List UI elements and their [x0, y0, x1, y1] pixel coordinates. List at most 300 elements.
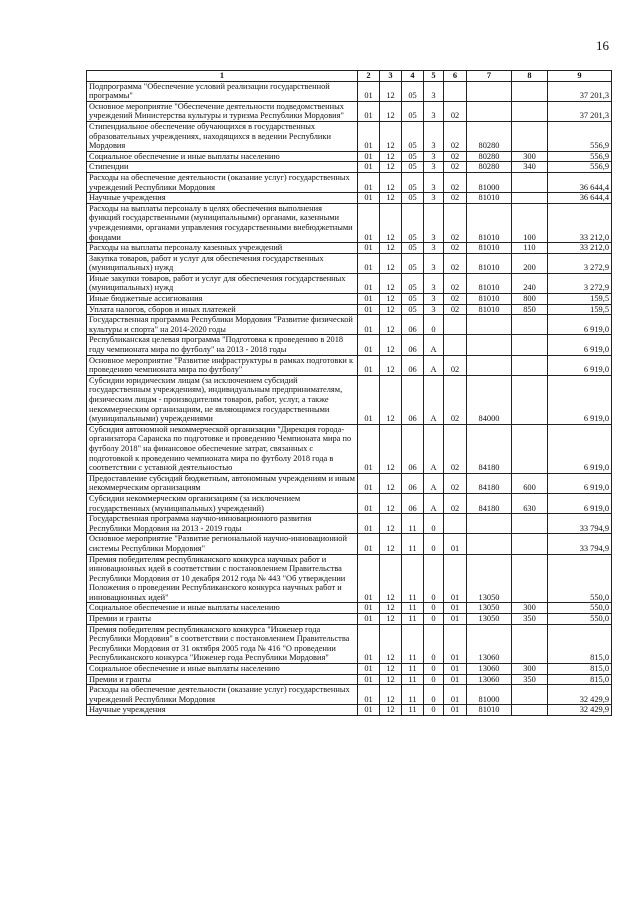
table-row: [87, 375, 612, 424]
code-section-cell: 12: [380, 193, 402, 204]
table-row: [87, 534, 612, 554]
code-direction-cell: 81010: [467, 243, 512, 254]
code-section-cell: 12: [380, 493, 402, 513]
budget-table: [86, 70, 612, 716]
code-program-cell: 0: [424, 705, 444, 716]
code-program-cell: 3: [424, 81, 444, 101]
code-direction-cell: [467, 514, 512, 534]
code-direction-cell: 84180: [467, 424, 512, 473]
code-event-cell: 01: [444, 624, 467, 663]
code-program-cell: 3: [424, 273, 444, 293]
table-row: [87, 355, 612, 375]
code-program-cell: 0: [424, 603, 444, 614]
code-expense-type-cell: 100: [512, 203, 548, 242]
item-name-cell: Государственная программа научно-инновационного развития Республики Мордовия на 2013 - 2019 годы: [87, 514, 358, 534]
table-row: [87, 101, 612, 121]
code-subsection-cell: 05: [402, 172, 424, 192]
table-row: [87, 273, 612, 293]
table-row: [87, 335, 612, 355]
item-name-cell: Социальное обеспечение и иные выплаты населению: [87, 664, 358, 675]
amount-cell: 32 429,9: [548, 685, 612, 705]
code-expense-type-cell: 300: [512, 664, 548, 675]
item-name-cell: Субсидии некоммерческим организациям (за исключением государственных (муниципальных) учреждений): [87, 493, 358, 513]
table-row: [87, 193, 612, 204]
code-program-cell: 0: [424, 674, 444, 685]
table-row: [87, 243, 612, 254]
item-name-cell: Основное мероприятие "Обеспечение деятельности подведомственных учреждений Министерства культуры и туризма Республики Мордовия": [87, 101, 358, 121]
code-direction-cell: 81010: [467, 273, 512, 293]
code-section-cell: 12: [380, 473, 402, 493]
code-subsection-cell: 11: [402, 685, 424, 705]
table-row: [87, 304, 612, 315]
column-header: 8: [512, 71, 548, 82]
item-name-cell: Закупка товаров, работ и услуг для обеспечения государственных (муниципальных) нужд: [87, 253, 358, 273]
item-name-cell: Расходы на обеспечение деятельности (оказание услуг) государственных учреждений Республики Мордовия: [87, 685, 358, 705]
code-expense-type-cell: [512, 355, 548, 375]
amount-cell: 3 272,9: [548, 273, 612, 293]
code-event-cell: [444, 335, 467, 355]
column-header: 9: [548, 71, 612, 82]
code-event-cell: 01: [444, 674, 467, 685]
code-event-cell: 01: [444, 603, 467, 614]
code-subsection-cell: 06: [402, 375, 424, 424]
code-section-cell: 12: [380, 253, 402, 273]
code-direction-cell: 13050: [467, 614, 512, 625]
table-row: [87, 603, 612, 614]
code-subsection-cell: 05: [402, 273, 424, 293]
code-program-cell: 0: [424, 554, 444, 603]
table-row: [87, 473, 612, 493]
code-subsection-cell: 11: [402, 674, 424, 685]
amount-cell: 550,0: [548, 554, 612, 603]
code-ministry-cell: 01: [358, 514, 380, 534]
table-row: [87, 81, 612, 101]
code-section-cell: 12: [380, 203, 402, 242]
code-section-cell: 12: [380, 315, 402, 335]
table-row: [87, 664, 612, 675]
amount-cell: 6 919,0: [548, 473, 612, 493]
code-expense-type-cell: [512, 81, 548, 101]
table-row: [87, 493, 612, 513]
code-event-cell: [444, 514, 467, 534]
code-direction-cell: [467, 315, 512, 335]
code-subsection-cell: 11: [402, 603, 424, 614]
code-ministry-cell: 01: [358, 243, 380, 254]
code-ministry-cell: 01: [358, 304, 380, 315]
code-ministry-cell: 01: [358, 705, 380, 716]
code-section-cell: 12: [380, 664, 402, 675]
code-direction-cell: 84000: [467, 375, 512, 424]
code-ministry-cell: 01: [358, 375, 380, 424]
code-expense-type-cell: 240: [512, 273, 548, 293]
code-program-cell: 3: [424, 304, 444, 315]
code-direction-cell: 80280: [467, 121, 512, 151]
code-expense-type-cell: [512, 424, 548, 473]
code-section-cell: 12: [380, 294, 402, 305]
code-expense-type-cell: 850: [512, 304, 548, 315]
code-subsection-cell: 05: [402, 203, 424, 242]
code-program-cell: 0: [424, 534, 444, 554]
code-event-cell: 02: [444, 375, 467, 424]
code-event-cell: 01: [444, 705, 467, 716]
code-subsection-cell: 05: [402, 121, 424, 151]
code-section-cell: 12: [380, 614, 402, 625]
code-subsection-cell: 05: [402, 151, 424, 162]
item-name-cell: Стипендиальное обеспечение обучающихся в государственных образовательных учреждениях, находящихся в ведении Республики Мордовия: [87, 121, 358, 151]
table-row: [87, 162, 612, 173]
code-ministry-cell: 01: [358, 424, 380, 473]
code-ministry-cell: 01: [358, 614, 380, 625]
code-expense-type-cell: [512, 315, 548, 335]
code-subsection-cell: 05: [402, 294, 424, 305]
amount-cell: 6 919,0: [548, 335, 612, 355]
amount-cell: 6 919,0: [548, 315, 612, 335]
code-direction-cell: [467, 534, 512, 554]
code-section-cell: 12: [380, 172, 402, 192]
code-direction-cell: 13050: [467, 554, 512, 603]
code-subsection-cell: 05: [402, 304, 424, 315]
code-section-cell: 12: [380, 603, 402, 614]
table-row: [87, 151, 612, 162]
code-section-cell: 12: [380, 81, 402, 101]
code-section-cell: 12: [380, 514, 402, 534]
code-event-cell: 02: [444, 172, 467, 192]
item-name-cell: Социальное обеспечение и иные выплаты населению: [87, 151, 358, 162]
code-event-cell: 02: [444, 151, 467, 162]
code-direction-cell: [467, 101, 512, 121]
header-row: [87, 71, 612, 82]
column-header: 5: [424, 71, 444, 82]
code-expense-type-cell: [512, 193, 548, 204]
code-program-cell: 0: [424, 315, 444, 335]
code-section-cell: 12: [380, 273, 402, 293]
code-event-cell: 02: [444, 253, 467, 273]
code-event-cell: [444, 315, 467, 335]
code-subsection-cell: 05: [402, 253, 424, 273]
code-subsection-cell: 06: [402, 315, 424, 335]
code-program-cell: 3: [424, 172, 444, 192]
code-ministry-cell: 01: [358, 203, 380, 242]
code-section-cell: 12: [380, 162, 402, 173]
amount-cell: 550,0: [548, 614, 612, 625]
code-section-cell: 12: [380, 355, 402, 375]
code-expense-type-cell: [512, 375, 548, 424]
code-section-cell: 12: [380, 375, 402, 424]
code-subsection-cell: 11: [402, 534, 424, 554]
item-name-cell: Научные учреждения: [87, 705, 358, 716]
item-name-cell: Подпрограмма "Обеспечение условий реализации государственной программы": [87, 81, 358, 101]
code-section-cell: 12: [380, 101, 402, 121]
amount-cell: 556,9: [548, 151, 612, 162]
code-event-cell: 02: [444, 493, 467, 513]
code-expense-type-cell: 350: [512, 614, 548, 625]
code-program-cell: 3: [424, 151, 444, 162]
code-ministry-cell: 01: [358, 294, 380, 305]
column-header: 2: [358, 71, 380, 82]
item-name-cell: Уплата налогов, сборов и иных платежей: [87, 304, 358, 315]
code-expense-type-cell: [512, 534, 548, 554]
code-direction-cell: 84180: [467, 493, 512, 513]
amount-cell: 36 644,4: [548, 193, 612, 204]
code-ministry-cell: 01: [358, 534, 380, 554]
item-name-cell: Премия победителям республиканского конкурса научных работ и инновационных идей в соответствии с постановлением Правительства Республики Мордовия от 10 декабря 2012 года № 443 "Об утверждении Положения о проведении Республиканского конкурса научных работ и инновационных идей": [87, 554, 358, 603]
code-program-cell: 3: [424, 203, 444, 242]
code-subsection-cell: 11: [402, 664, 424, 675]
code-expense-type-cell: 300: [512, 151, 548, 162]
item-name-cell: Иные закупки товаров, работ и услуг для обеспечения государственных (муниципальных) нужд: [87, 273, 358, 293]
code-direction-cell: 81010: [467, 304, 512, 315]
code-direction-cell: 81010: [467, 705, 512, 716]
code-ministry-cell: 01: [358, 335, 380, 355]
code-event-cell: 02: [444, 203, 467, 242]
table-row: [87, 554, 612, 603]
code-program-cell: 3: [424, 162, 444, 173]
code-section-cell: 12: [380, 151, 402, 162]
code-event-cell: 02: [444, 424, 467, 473]
amount-cell: 37 201,3: [548, 101, 612, 121]
code-direction-cell: 13050: [467, 603, 512, 614]
code-program-cell: 0: [424, 514, 444, 534]
item-name-cell: Расходы на выплаты персоналу казенных учреждений: [87, 243, 358, 254]
item-name-cell: Расходы на обеспечение деятельности (оказание услуг) государственных учреждений Республики Мордовия: [87, 172, 358, 192]
table-row: [87, 203, 612, 242]
code-ministry-cell: 01: [358, 101, 380, 121]
code-program-cell: 3: [424, 193, 444, 204]
code-expense-type-cell: 600: [512, 473, 548, 493]
code-ministry-cell: 01: [358, 664, 380, 675]
code-direction-cell: [467, 335, 512, 355]
amount-cell: 6 919,0: [548, 424, 612, 473]
code-subsection-cell: 06: [402, 335, 424, 355]
code-program-cell: 3: [424, 101, 444, 121]
code-event-cell: 01: [444, 614, 467, 625]
code-direction-cell: 80280: [467, 162, 512, 173]
code-event-cell: 02: [444, 243, 467, 254]
code-subsection-cell: 05: [402, 162, 424, 173]
code-expense-type-cell: [512, 121, 548, 151]
code-subsection-cell: 11: [402, 614, 424, 625]
code-subsection-cell: 06: [402, 355, 424, 375]
code-program-cell: 0: [424, 624, 444, 663]
code-section-cell: 12: [380, 624, 402, 663]
code-expense-type-cell: 630: [512, 493, 548, 513]
column-header: 7: [467, 71, 512, 82]
code-section-cell: 12: [380, 534, 402, 554]
code-section-cell: 12: [380, 554, 402, 603]
code-section-cell: 12: [380, 335, 402, 355]
code-ministry-cell: 01: [358, 554, 380, 603]
column-header: 3: [380, 71, 402, 82]
code-ministry-cell: 01: [358, 81, 380, 101]
table-row: [87, 253, 612, 273]
item-name-cell: Премии и гранты: [87, 674, 358, 685]
code-subsection-cell: 06: [402, 493, 424, 513]
code-ministry-cell: 01: [358, 674, 380, 685]
code-subsection-cell: 11: [402, 554, 424, 603]
code-section-cell: 12: [380, 243, 402, 254]
code-direction-cell: 84180: [467, 473, 512, 493]
code-subsection-cell: 11: [402, 705, 424, 716]
code-section-cell: 12: [380, 674, 402, 685]
code-event-cell: [444, 81, 467, 101]
code-subsection-cell: 06: [402, 424, 424, 473]
amount-cell: 159,5: [548, 304, 612, 315]
item-name-cell: Иные бюджетные ассигнования: [87, 294, 358, 305]
code-subsection-cell: 05: [402, 193, 424, 204]
code-direction-cell: 13060: [467, 674, 512, 685]
table-body: [87, 81, 612, 715]
item-name-cell: Социальное обеспечение и иные выплаты населению: [87, 603, 358, 614]
amount-cell: 33 794,9: [548, 514, 612, 534]
code-event-cell: 02: [444, 273, 467, 293]
item-name-cell: Стипендии: [87, 162, 358, 173]
code-program-cell: 3: [424, 253, 444, 273]
item-name-cell: Субсидии юридическим лицам (за исключением субсидий государственным учреждениям), индивидуальным предпринимателям, физическим лицам - производителям товаров, работ, услуг, а также некоммерческим организациям, не являющимся государственными (муниципальными) учреждениями: [87, 375, 358, 424]
code-subsection-cell: 06: [402, 473, 424, 493]
code-section-cell: 12: [380, 424, 402, 473]
table-row: [87, 685, 612, 705]
code-direction-cell: 80280: [467, 151, 512, 162]
code-ministry-cell: 01: [358, 253, 380, 273]
code-program-cell: А: [424, 493, 444, 513]
amount-cell: 556,9: [548, 162, 612, 173]
code-subsection-cell: 05: [402, 243, 424, 254]
amount-cell: 6 919,0: [548, 375, 612, 424]
code-expense-type-cell: [512, 705, 548, 716]
code-expense-type-cell: [512, 335, 548, 355]
code-ministry-cell: 01: [358, 603, 380, 614]
item-name-cell: Основное мероприятие "Развитие инфраструктуры в рамках подготовки к проведению чемпионата мира по футболу": [87, 355, 358, 375]
code-direction-cell: 81000: [467, 172, 512, 192]
code-program-cell: 0: [424, 614, 444, 625]
amount-cell: 3 272,9: [548, 253, 612, 273]
code-expense-type-cell: 800: [512, 294, 548, 305]
amount-cell: 33 794,9: [548, 534, 612, 554]
code-direction-cell: 81010: [467, 203, 512, 242]
table-row: [87, 674, 612, 685]
code-event-cell: 02: [444, 162, 467, 173]
amount-cell: 815,0: [548, 624, 612, 663]
code-expense-type-cell: [512, 172, 548, 192]
code-program-cell: 3: [424, 294, 444, 305]
code-event-cell: 01: [444, 554, 467, 603]
table-row: [87, 614, 612, 625]
code-program-cell: А: [424, 355, 444, 375]
amount-cell: 550,0: [548, 603, 612, 614]
code-program-cell: 3: [424, 121, 444, 151]
code-ministry-cell: 01: [358, 473, 380, 493]
code-ministry-cell: 01: [358, 624, 380, 663]
code-expense-type-cell: 200: [512, 253, 548, 273]
amount-cell: 37 201,3: [548, 81, 612, 101]
code-event-cell: 02: [444, 473, 467, 493]
item-name-cell: Научные учреждения: [87, 193, 358, 204]
code-direction-cell: 13060: [467, 664, 512, 675]
amount-cell: 556,9: [548, 121, 612, 151]
code-program-cell: А: [424, 375, 444, 424]
table-row: [87, 424, 612, 473]
code-direction-cell: [467, 355, 512, 375]
code-ministry-cell: 01: [358, 162, 380, 173]
code-program-cell: 3: [424, 243, 444, 254]
code-program-cell: 0: [424, 664, 444, 675]
amount-cell: 6 919,0: [548, 493, 612, 513]
code-event-cell: 01: [444, 664, 467, 675]
code-subsection-cell: 11: [402, 514, 424, 534]
item-name-cell: Субсидия автономной некоммерческой организации "Дирекция города-организатора Саранска по подготовке и проведению Чемпионата мира по футболу 2018" на финансовое обеспечение затрат, связанных с подготовкой к проведению чемпионата мира по футболу 2018 года в соответствии с уставной деятельностью: [87, 424, 358, 473]
code-expense-type-cell: 300: [512, 603, 548, 614]
code-ministry-cell: 01: [358, 151, 380, 162]
code-event-cell: 02: [444, 101, 467, 121]
item-name-cell: Предоставление субсидий бюджетным, автономным учреждениям и иным некоммерческим организациям: [87, 473, 358, 493]
code-section-cell: 12: [380, 121, 402, 151]
code-event-cell: 02: [444, 121, 467, 151]
code-ministry-cell: 01: [358, 172, 380, 192]
code-subsection-cell: 05: [402, 81, 424, 101]
code-ministry-cell: 01: [358, 355, 380, 375]
code-ministry-cell: 01: [358, 315, 380, 335]
item-name-cell: Премия победителям республиканского конкурса "Инженер года Республики Мордовия" в соответствии с постановлением Правительства Республики Мордовия от 31 октября 2005 года № 416 "О проведении Республиканского конкурса "Инженер года Республики Мордовия": [87, 624, 358, 663]
amount-cell: 33 212,0: [548, 243, 612, 254]
code-expense-type-cell: [512, 554, 548, 603]
column-header: 6: [444, 71, 467, 82]
code-event-cell: 02: [444, 193, 467, 204]
code-ministry-cell: 01: [358, 121, 380, 151]
amount-cell: 33 212,0: [548, 203, 612, 242]
amount-cell: 815,0: [548, 674, 612, 685]
code-direction-cell: 81010: [467, 294, 512, 305]
code-program-cell: А: [424, 424, 444, 473]
item-name-cell: Государственная программа Республики Мордовия "Развитие физической культуры и спорта" на 2014-2020 годы: [87, 315, 358, 335]
item-name-cell: Республиканская целевая программа "Подготовка к проведению в 2018 году чемпионата мира по футболу" на 2013 - 2018 годы: [87, 335, 358, 355]
code-subsection-cell: 05: [402, 101, 424, 121]
amount-cell: 815,0: [548, 664, 612, 675]
table-row: [87, 121, 612, 151]
code-program-cell: А: [424, 473, 444, 493]
code-expense-type-cell: 350: [512, 674, 548, 685]
code-section-cell: 12: [380, 705, 402, 716]
code-expense-type-cell: 110: [512, 243, 548, 254]
code-ministry-cell: 01: [358, 273, 380, 293]
code-direction-cell: 81010: [467, 253, 512, 273]
code-event-cell: 02: [444, 294, 467, 305]
code-expense-type-cell: [512, 685, 548, 705]
code-event-cell: 01: [444, 534, 467, 554]
amount-cell: 6 919,0: [548, 355, 612, 375]
table-row: [87, 172, 612, 192]
table-row: [87, 705, 612, 716]
table-row: [87, 624, 612, 663]
code-ministry-cell: 01: [358, 193, 380, 204]
code-expense-type-cell: [512, 101, 548, 121]
code-direction-cell: [467, 81, 512, 101]
table-row: [87, 514, 612, 534]
code-section-cell: 12: [380, 304, 402, 315]
code-program-cell: А: [424, 335, 444, 355]
code-subsection-cell: 11: [402, 624, 424, 663]
column-header: 1: [87, 71, 358, 82]
code-ministry-cell: 01: [358, 493, 380, 513]
code-event-cell: 02: [444, 355, 467, 375]
item-name-cell: Премии и гранты: [87, 614, 358, 625]
code-section-cell: 12: [380, 685, 402, 705]
page-number: 16: [596, 38, 609, 53]
item-name-cell: Основное мероприятие "Развитие региональной научно-инновационной системы Республики Мордовия": [87, 534, 358, 554]
item-name-cell: Расходы на выплаты персоналу в целях обеспечения выполнения функций государственными (муниципальными) органами, казенными учреждениями, органами управления государственными внебюджетными фондами: [87, 203, 358, 242]
code-direction-cell: 81010: [467, 193, 512, 204]
column-header: 4: [402, 71, 424, 82]
code-expense-type-cell: [512, 514, 548, 534]
